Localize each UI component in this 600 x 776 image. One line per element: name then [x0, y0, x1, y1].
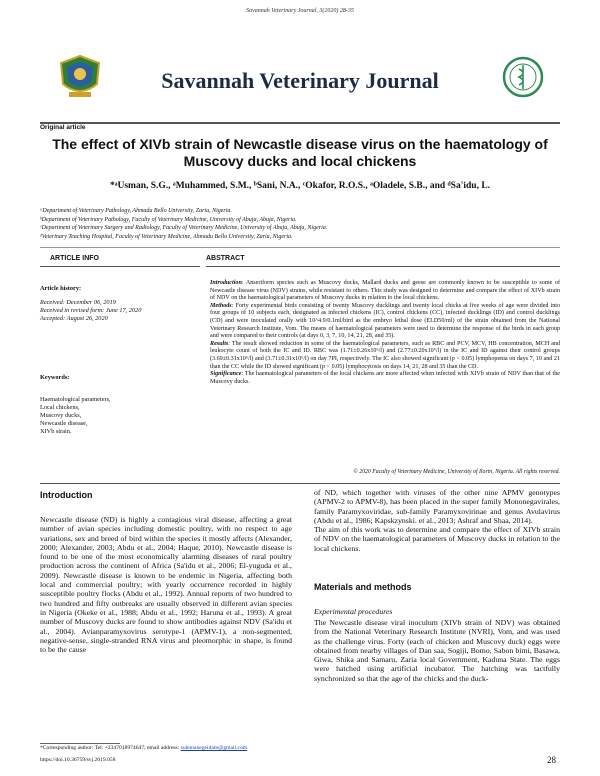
page-number: 28 [547, 755, 556, 765]
copyright-notice: © 2020 Faculty of Veterinary Medicine, University of Ilorin, Nigeria. All rights reserved. [353, 469, 560, 475]
affiliation-d: ᵈVeterinary Teaching Hospital, Faculty of Veterinary Medicine, Ahmadu Bello University, Zaria, Nigeria. [40, 233, 293, 240]
study-aim: The aim of this work was to determine and compare the effect of XIVb strain of NDV on the haematological parameters of Muscovy ducks in relation to the local chickens. [314, 525, 560, 553]
affiliation-b: ᵇDepartment of Veterinary Pathology, Faculty of Veterinary Medicine, University of Abuja, Abuja, Nigeria. [40, 216, 297, 223]
keyword: Haematological parameters, [40, 396, 111, 403]
materials-heading: Materials and methods [314, 582, 412, 592]
keyword: Newcastle disease, [40, 420, 88, 427]
article-info-header [40, 255, 200, 267]
footnote-rule [40, 743, 120, 744]
introduction-text: Newcastle disease (ND) is highly a contagious viral disease, affecting a great number of avian species including domestic poultry, with no respect to age variations, sex and breed of bird within the species it mostly affects (Alexander, 2000; Alexander, 2003; Abdu et al., 2004; Haque, 2010). Newcastle disease is found to be one of the most economically alarming diseases of rural poultry production across the continent of Africa (Sa'idu et al., 2006; El-yuguda et al., 2009). Newcastle disease is known to be endemic in Nigeria, affecting both local and commercial poultry; with yearly occurrence recorded in highly susceptible poultry flocks (Abdu et al., 1992). Annual reports of two hundred to two hundred and fifty outbreaks are usually observed in different avian species in Nigeria (Okeke et al., 1988; Abdu et al., 1992; Haruna et al., 1993). A great number of Muscovy ducks are found to show antibodies against NDV (Sa'idu et al., 2004). Avianparamyxovirus serotype-1 (APMV-1), a non-segmented, negative-sense, single-stranded RNA virus and pleomorphic in shape, is found to be the cause [40, 515, 292, 655]
abstract-significance: Significance: The haematological parameters of the local chickens are more affected when infected with XIVb strain of NDV than that of the Muscovy ducks. [210, 371, 560, 385]
abstract-introduction: Introduction: Anseriform species such as Muscovy ducks, Mallard ducks and geese are commonly known to be susceptible to some of Newcastle disease virus (NDV) strains, while resistant to others. This study was designed to determine and compare the effect of XIVb strain of NDV on the haematological parameters of Muscovy ducks in relation to the local chickens. [210, 280, 560, 302]
article-info-rule [40, 266, 200, 267]
affiliations [40, 207, 560, 241]
accepted-date: Accepted: August 26, 2020 [40, 315, 108, 322]
author-list: *ᵃUsman, S.G., ᵃMuhammed, S.M., ᵇSani, N.A., ᶜOkafor, R.O.S., ᵃOladele, S.B., and ᵈSa'idu, L. [109, 181, 491, 191]
paper-title: The effect of XIVb strain of Newcastle disease virus on the haematology of Muscovy ducks and local chickens [52, 136, 548, 169]
keyword: XIVb strain. [40, 428, 72, 435]
affiliation-c: ᶜDepartment of Veterinary Surgery and Radiology, Faculty of Veterinary Medicine, University of Abuja, Abuja, Nigeria. [40, 225, 328, 231]
author-email-link[interactable]: sulemanegeidam@gmail.com [180, 745, 248, 751]
history-label: Article history: [40, 285, 82, 292]
revised-date: Received in revised form: June 17, 2020 [40, 307, 142, 314]
corresponding-author [40, 745, 247, 751]
procedures-subheading: Experimental procedures [314, 607, 393, 616]
introduction-heading: Introduction [40, 490, 93, 500]
abstract-body [210, 280, 560, 386]
header-rule [40, 122, 560, 124]
keywords [40, 374, 200, 436]
materials-text: The Newcastle disease viral inoculum (XIVb strain of NDV) was obtained from the National Veterinary Research Institute (NVRI), Vom, and was used as the challenge virus. Forty (each of chicken and Muscovy duck) eggs were obtained from nearby villages of Dan saa, Sogiji, Bomo, Sabon bimi, Basawa, Giwa, Shika and Samaru, Zaria local Government, Kaduna State. The eggs were hatched using artificial incubator. The hatching was tactfully synchronized so that the age of the chicks and the duck- [314, 618, 560, 683]
introduction-continuation: of ND, which together with viruses of the other nine APMV genotypes (APMV-2 to APMV-8), has been placed in the super family Mononegavirales, family Paramyxoviridae, sub-family Paramyxovirinae and genus Avulavirus (Abdu et al., 1986; Kapskzynski. et al., 2013; Ashraf and Shaa, 2014). [314, 488, 560, 525]
running-head: Savannah Veterinary Journal, 3(2020) 28-35 [246, 8, 354, 14]
journal-banner [40, 20, 560, 120]
article-history [40, 285, 200, 323]
article-type: Original article [40, 124, 86, 131]
abstract-separator [40, 483, 560, 484]
keyword: Muscovy ducks, [40, 412, 82, 419]
abstract-heading: ABSTRACT [206, 255, 245, 262]
article-info-heading: ARTICLE INFO [50, 255, 99, 262]
corresponding-text: *Corresponding author: Tel: +2347018974647; email address: [40, 745, 180, 751]
introduction-continued [314, 488, 560, 553]
veterinary-seal [502, 55, 544, 99]
affiliation-a: ᵃDepartment of Veterinary Pathology, Ahmadu Bello University, Zaria, Nigeria. [40, 208, 232, 214]
abstract-results: Results: The result showed reduction in some of the haematological parameters, such as RBC and PCV, MCV, HB concentration, MCH and leukocyte count of both the IC and ID. RBC was (1.71±0.26x10⁶/l) and (2.77±0.20x10⁶/l) in the IC and ID against their control groups (3.69±0.31x10⁶/l) and (3.71±0.31x10⁶/l) on day 7PI, respectively. The IC also showed significant (p < 0.05) lymphopenia on days 7, 10 and 21 than the CC while the ID showed significant (p < 0.05) lymphocytosis on days 14, 21, 28 and 35 than the CD. [210, 340, 560, 370]
received-date: Received: December 06, 2019 [40, 299, 116, 306]
affiliation-rule [40, 247, 560, 248]
keywords-label: Keywords: [40, 374, 70, 381]
abstract-header [206, 255, 560, 267]
abstract-methods: Methods: Forty experimental birds consisting of twenty Muscovy ducklings and twenty local chicks at five weeks of age were divided into four groups of 10 subjects each, designated as infected chickens (IC), control chickens (CC), infected ducklings (ID) and control ducklings (CD) and were inoculated orally with 10^4.9/0.1ml/bird as the embryo lethal dose (ELD50/ml) of the strain obtained from the National Veterinary Research Institute, Vom. The means of haematological parameters were used to determine the response of the birds in each group and were compared to their controls (at days 0, 3, 7, 10, 14, 21, 28, and 35). [210, 302, 560, 340]
keyword: Local chickens, [40, 404, 80, 411]
abstract-rule [206, 266, 560, 267]
doi-link[interactable]: https://doi.10.36759/svj.2019.058 [40, 757, 116, 763]
journal-title: Savannah Veterinary Journal [161, 68, 439, 93]
